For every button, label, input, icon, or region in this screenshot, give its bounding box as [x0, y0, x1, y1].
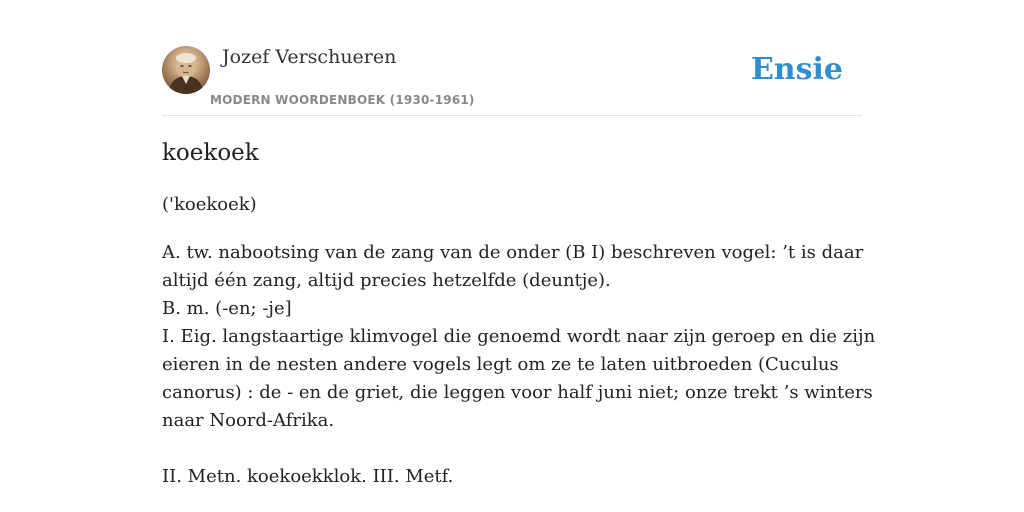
paragraph-spacer — [162, 435, 862, 463]
definition-line: eieren in de nesten andere vogels legt om ze te laten uitbroeden (Cuculus — [162, 354, 839, 375]
source-dictionary[interactable]: MODERN WOORDENBOEK (1930-1961) — [210, 93, 475, 107]
entry-header — [162, 0, 862, 116]
author-portrait-icon — [162, 46, 210, 94]
definition-line: I. Eig. langstaartige klimvogel die genoemd wordt naar zijn geroep en die zijn — [162, 326, 876, 347]
definition-line: canorus) : de - en de griet, die leggen voor half juni niet; onze trekt ’s winters — [162, 382, 873, 403]
entry-pronunciation: ('koekoek) — [162, 194, 257, 215]
definition-line: A. tw. nabootsing van de zang van de onder (B I) beschreven vogel: ’t is daar — [162, 242, 864, 263]
author-name[interactable]: Jozef Verschueren — [222, 46, 397, 68]
definition-line: II. Metn. koekoekklok. III. Metf. — [162, 466, 454, 487]
entry-term: koekoek — [162, 140, 259, 166]
definition-line: naar Noord-Afrika. — [162, 410, 335, 431]
definition-line: B. m. (-en; -je] — [162, 298, 292, 319]
avatar[interactable] — [162, 46, 210, 94]
entry-definition — [162, 239, 876, 491]
definition-line: altijd één zang, altijd precies hetzelfde (deuntje). — [162, 270, 611, 291]
entry-card — [162, 0, 876, 512]
brand-logo[interactable]: Ensie — [750, 52, 843, 87]
